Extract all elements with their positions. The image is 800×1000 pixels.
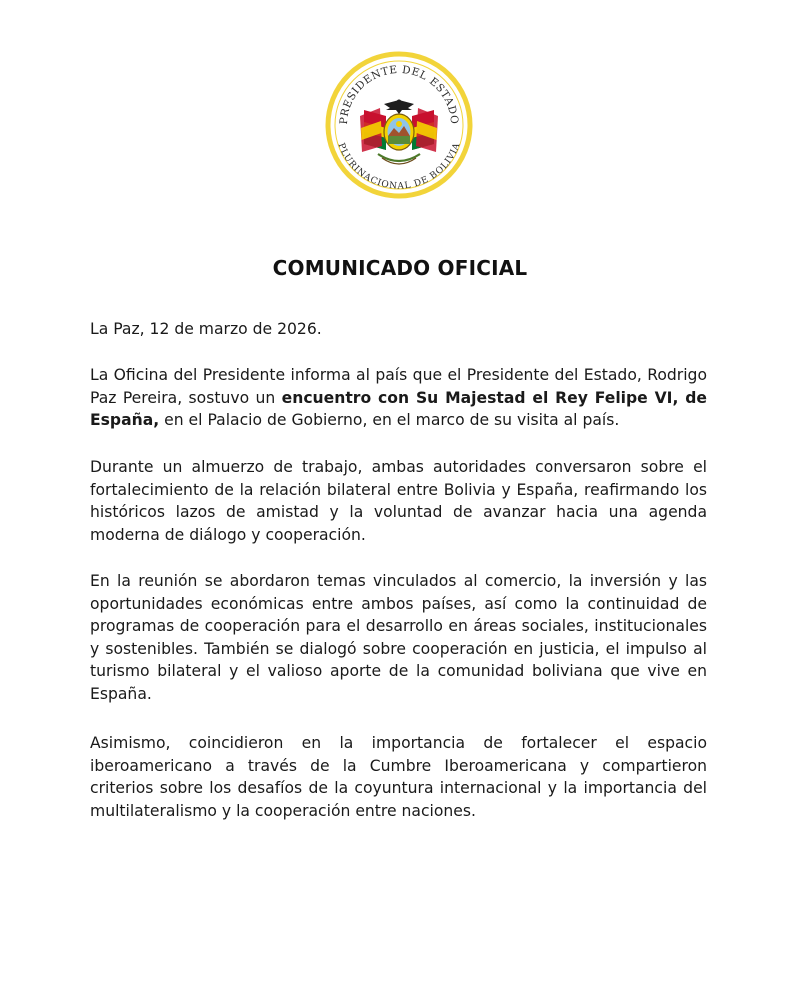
paragraph-1-text-a: La Oficina del Presidente informa al país que el Presidente del Estado, Rodrigo Paz Pereira, sostuvo un: [90, 366, 707, 407]
seal-bottom-text: PLURINACIONAL DE BOLIVIA: [335, 141, 463, 192]
document-date: La Paz, 12 de marzo de 2026.: [90, 320, 322, 338]
paragraph-1: [90, 364, 707, 432]
document-title: COMUNICADO OFICIAL: [272, 256, 528, 280]
paragraph-3: En la reunión se abordaron temas vinculados al comercio, la inversión y las oportunidades económicas entre ambos países, así como la continuidad de programas de cooperación para el desarrollo en áreas sociales, institucionales y sostenibles. También se dialogó sobre cooperación en justicia, el impulso al turismo bilateral y el valioso aporte de la comunidad boliviana que vive en España.: [90, 572, 707, 703]
paragraph-2: Durante un almuerzo de trabajo, ambas autoridades conversaron sobre el fortalecimiento de la relación bilateral entre Bolivia y España, reafirmando los históricos lazos de amistad y la voluntad de avanzar hacia una agenda moderna de diálogo y cooperación.: [90, 458, 707, 544]
paragraph-1-bold-text: encuentro con Su Majestad el Rey Felipe VI, de España,: [90, 388, 707, 429]
seal-top-text: PRESIDENTE DEL ESTADO: [337, 63, 461, 125]
paragraph-4: Asimismo, coincidieron en la importancia de fortalecer el espacio iberoamericano a través de la Cumbre Iberoamericana y compartieron criterios sobre los desafíos de la coyuntura internacional y la importancia del multilateralismo y la cooperación entre naciones.: [90, 734, 707, 820]
paragraph-1-text-c: en el Palacio de Gobierno, en el marco de su visita al país.: [159, 411, 620, 429]
presidential-seal: [324, 50, 474, 200]
